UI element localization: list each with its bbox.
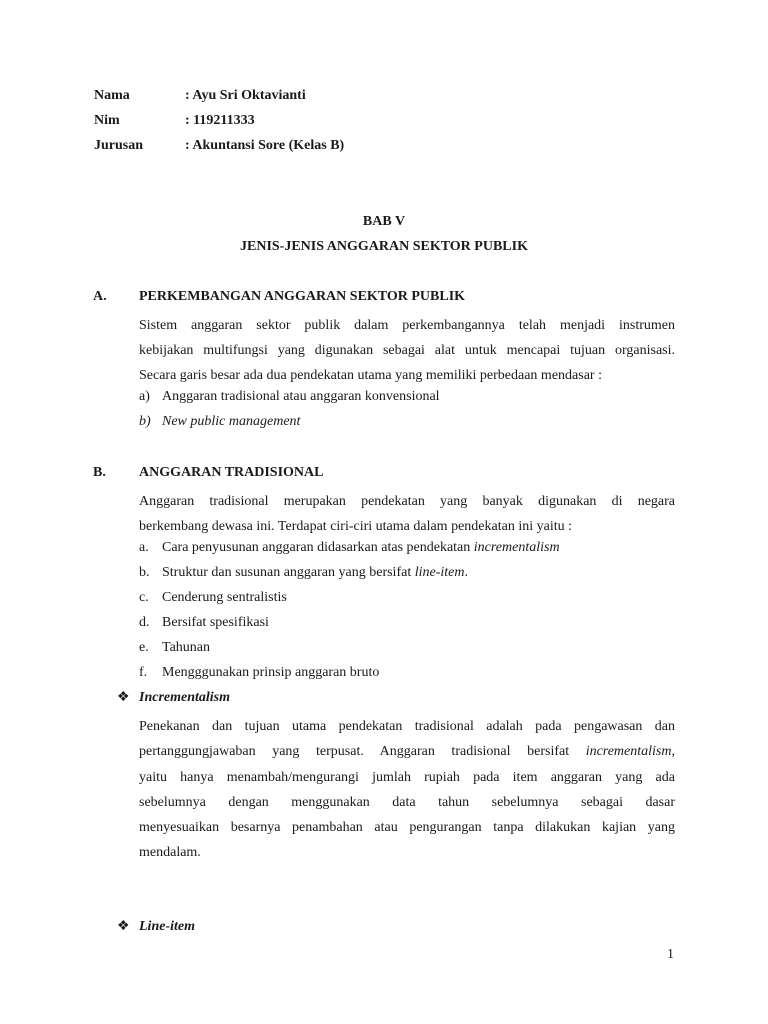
list-item xyxy=(162,540,560,556)
section-a-line: Secara garis besar ada dua pendekatan utama yang memiliki perbedaan mendasar : xyxy=(139,368,602,383)
list-item-after: . xyxy=(464,565,468,580)
list-item-text: Struktur dan susunan anggaran yang bersifat xyxy=(162,565,415,580)
list-item-text: Bersifat spesifikasi xyxy=(162,615,269,630)
paragraph-line: yaitu hanya menambah/mengurangi jumlah rupiah pada item anggaran yang ada xyxy=(139,770,675,785)
list-item-text: Cenderung sentralistis xyxy=(162,590,287,605)
paragraph-line: mendalam. xyxy=(139,845,201,860)
list-item-emphasis: line-item xyxy=(414,565,465,580)
list-marker: a. xyxy=(139,540,149,555)
section-b-line: berkembang dewasa ini. Terdapat ciri-ciri utama dalam pendekatan ini yaitu : xyxy=(139,519,572,534)
paragraph-line: sebelumnya dengan menggunakan data tahun sebelumnya sebagai dasar xyxy=(139,795,675,810)
chapter-title: JENIS-JENIS ANGGARAN SEKTOR PUBLIK xyxy=(240,239,528,254)
list-marker: c. xyxy=(139,590,149,605)
bullet-title-line-item: Line-item xyxy=(139,919,195,934)
section-b-title: ANGGARAN TRADISIONAL xyxy=(139,465,324,480)
list-item-text: Tahunan xyxy=(162,640,211,655)
paragraph-emphasis: incrementalism xyxy=(585,744,672,759)
nama-value: : Ayu Sri Oktavianti xyxy=(185,88,306,103)
list-item-emphasis: incrementalism xyxy=(473,540,560,555)
list-marker: b. xyxy=(139,565,150,580)
section-a-title: PERKEMBANGAN ANGGARAN SEKTOR PUBLIK xyxy=(139,289,466,304)
list-marker: b) xyxy=(139,414,151,429)
list-marker: e. xyxy=(139,640,149,655)
nama-label: Nama xyxy=(94,88,130,103)
list-marker: f. xyxy=(139,665,148,680)
paragraph-text: pertanggungjawaban yang terpusat. Anggaran tradisional bersifat xyxy=(139,744,586,759)
diamond-bullet-icon: ❖ xyxy=(117,690,130,705)
list-item xyxy=(162,565,468,581)
list-marker: d. xyxy=(139,615,150,630)
diamond-bullet-icon: ❖ xyxy=(117,919,130,934)
jurusan-label: Jurusan xyxy=(94,138,144,153)
list-marker: a) xyxy=(139,389,150,404)
list-item-text: Cara penyusunan anggaran didasarkan atas pendekatan xyxy=(162,540,474,555)
page-number: 1 xyxy=(667,947,674,962)
section-a-letter: A. xyxy=(93,289,107,304)
paragraph-line: menyesuaikan besarnya penambahan atau pengurangan tanpa dilakukan kajian yang xyxy=(139,820,675,835)
list-item-text: Mengggunakan prinsip anggaran bruto xyxy=(162,665,380,680)
section-b-line: Anggaran tradisional merupakan pendekatan yang banyak digunakan di negara xyxy=(139,494,675,509)
paragraph-line xyxy=(139,739,675,764)
jurusan-value: : Akuntansi Sore (Kelas B) xyxy=(185,138,345,153)
chapter-number: BAB V xyxy=(362,214,406,229)
paragraph-after: , xyxy=(671,744,675,759)
paragraph-line: Penekanan dan tujuan utama pendekatan tradisional adalah pada pengawasan dan xyxy=(139,719,675,734)
list-item-text: New public management xyxy=(162,414,301,429)
section-a-line: kebijakan multifungsi yang digunakan sebagai alat untuk mencapai tujuan organisasi. xyxy=(139,343,675,358)
section-b-letter: B. xyxy=(93,465,106,480)
nim-label: Nim xyxy=(94,113,120,128)
bullet-title-incrementalism: Incrementalism xyxy=(139,690,231,705)
list-item-text: Anggaran tradisional atau anggaran konvensional xyxy=(162,389,440,404)
section-a-line: Sistem anggaran sektor publik dalam perkembangannya telah menjadi instrumen xyxy=(139,318,675,333)
nim-value: : 119211333 xyxy=(185,113,255,128)
